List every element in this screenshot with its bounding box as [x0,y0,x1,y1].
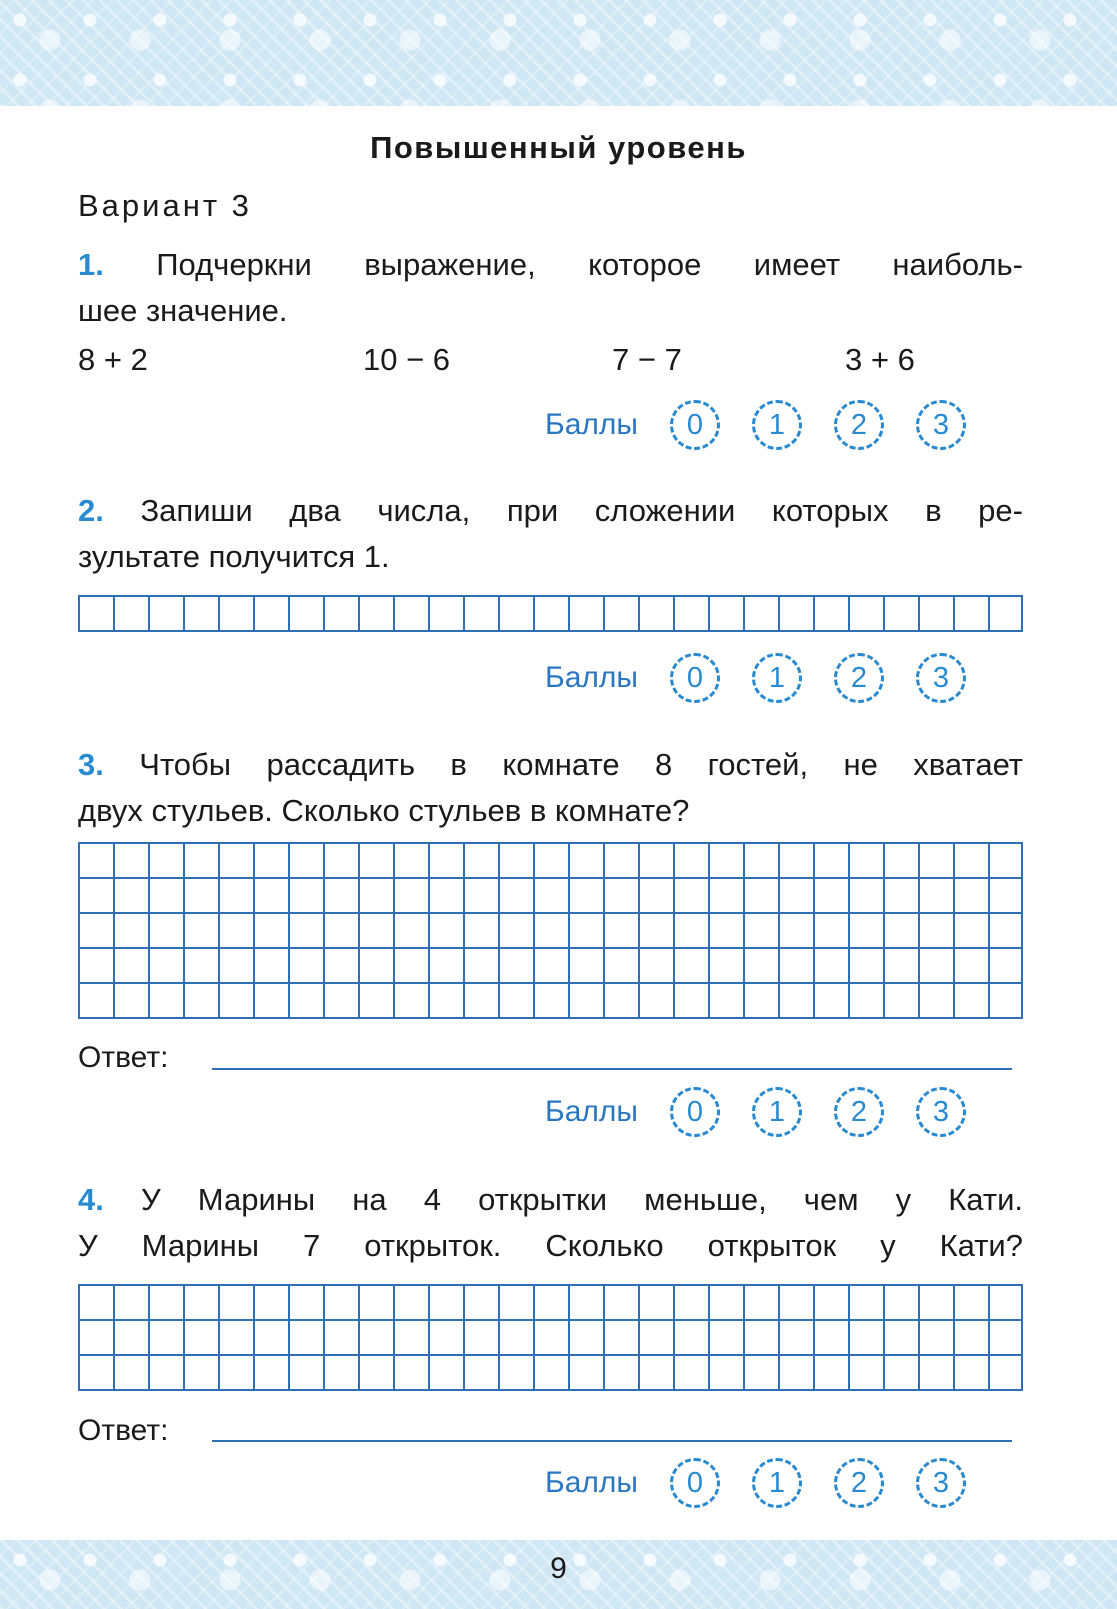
task-3-text-line2: двух стульев. Сколько стульев в комнате? [78,793,690,828]
score-circle-3[interactable]: 3 [916,400,966,450]
score-row-task-3 [545,1082,998,1142]
score-circle-1[interactable]: 1 [752,1458,802,1508]
answer-grid-task-3[interactable] [78,842,1023,1019]
task-4-number: 4. [78,1182,104,1217]
task-4-text-line2: У Марины 7 открыток. Сколько открыток у Кати? [78,1228,1023,1263]
expression-3[interactable]: 7 − 7 [612,342,682,377]
score-label: Баллы [545,1466,638,1499]
score-circle-0[interactable]: 0 [670,1458,720,1508]
task-2 [78,488,1023,580]
expression-4[interactable]: 3 + 6 [845,342,915,377]
score-label: Баллы [545,1095,638,1128]
answer-label-task-3: Ответ: [78,1041,169,1074]
score-circle-0[interactable]: 0 [670,1087,720,1137]
score-label: Баллы [545,408,638,441]
answer-label-task-4: Ответ: [78,1414,169,1447]
score-circle-2[interactable]: 2 [834,653,884,703]
score-circle-2[interactable]: 2 [834,400,884,450]
score-circle-3[interactable]: 3 [916,1087,966,1137]
score-circle-1[interactable]: 1 [752,1087,802,1137]
score-row-task-4 [545,1453,998,1513]
score-label: Баллы [545,661,638,694]
answer-line-task-4[interactable] [212,1440,1012,1442]
task-2-text-line1: Запиши два числа, при сложении которых в ре- [140,493,1023,528]
task-2-text-line2: зультате получится 1. [78,539,390,574]
task-3-number: 3. [78,747,104,782]
task-3 [78,742,1023,834]
expression-2[interactable]: 10 − 6 [363,342,451,377]
task-3-text-line1: Чтобы рассадить в комнате 8 гостей, не хватает [139,747,1023,782]
task-4-text-line1: У Марины на 4 открытки меньше, чем у Кати. [140,1182,1023,1217]
answer-grid-task-2[interactable] [78,595,1023,632]
variant-label: Вариант 3 [78,188,252,223]
score-row-task-2 [545,648,998,708]
score-circle-0[interactable]: 0 [670,653,720,703]
score-circle-2[interactable]: 2 [834,1458,884,1508]
task-1-text-line2: шее значение. [78,293,288,328]
score-circle-0[interactable]: 0 [670,400,720,450]
score-circle-1[interactable]: 1 [752,653,802,703]
score-circle-3[interactable]: 3 [916,1458,966,1508]
answer-grid-task-4[interactable] [78,1284,1023,1391]
task-1-text-line1: Подчеркни выражение, которое имеет наиболь- [156,247,1023,282]
task-1 [78,242,1023,334]
task-4 [78,1177,1023,1269]
expression-1[interactable]: 8 + 2 [78,342,148,377]
decorative-header-band [0,0,1117,106]
task-2-number: 2. [78,493,104,528]
answer-line-task-3[interactable] [212,1068,1012,1070]
page-title: Повышенный уровень [370,130,747,165]
task-1-number: 1. [78,247,104,282]
score-circle-2[interactable]: 2 [834,1087,884,1137]
page-number: 9 [550,1552,567,1585]
score-circle-1[interactable]: 1 [752,400,802,450]
score-circle-3[interactable]: 3 [916,653,966,703]
score-row-task-1 [545,395,998,455]
